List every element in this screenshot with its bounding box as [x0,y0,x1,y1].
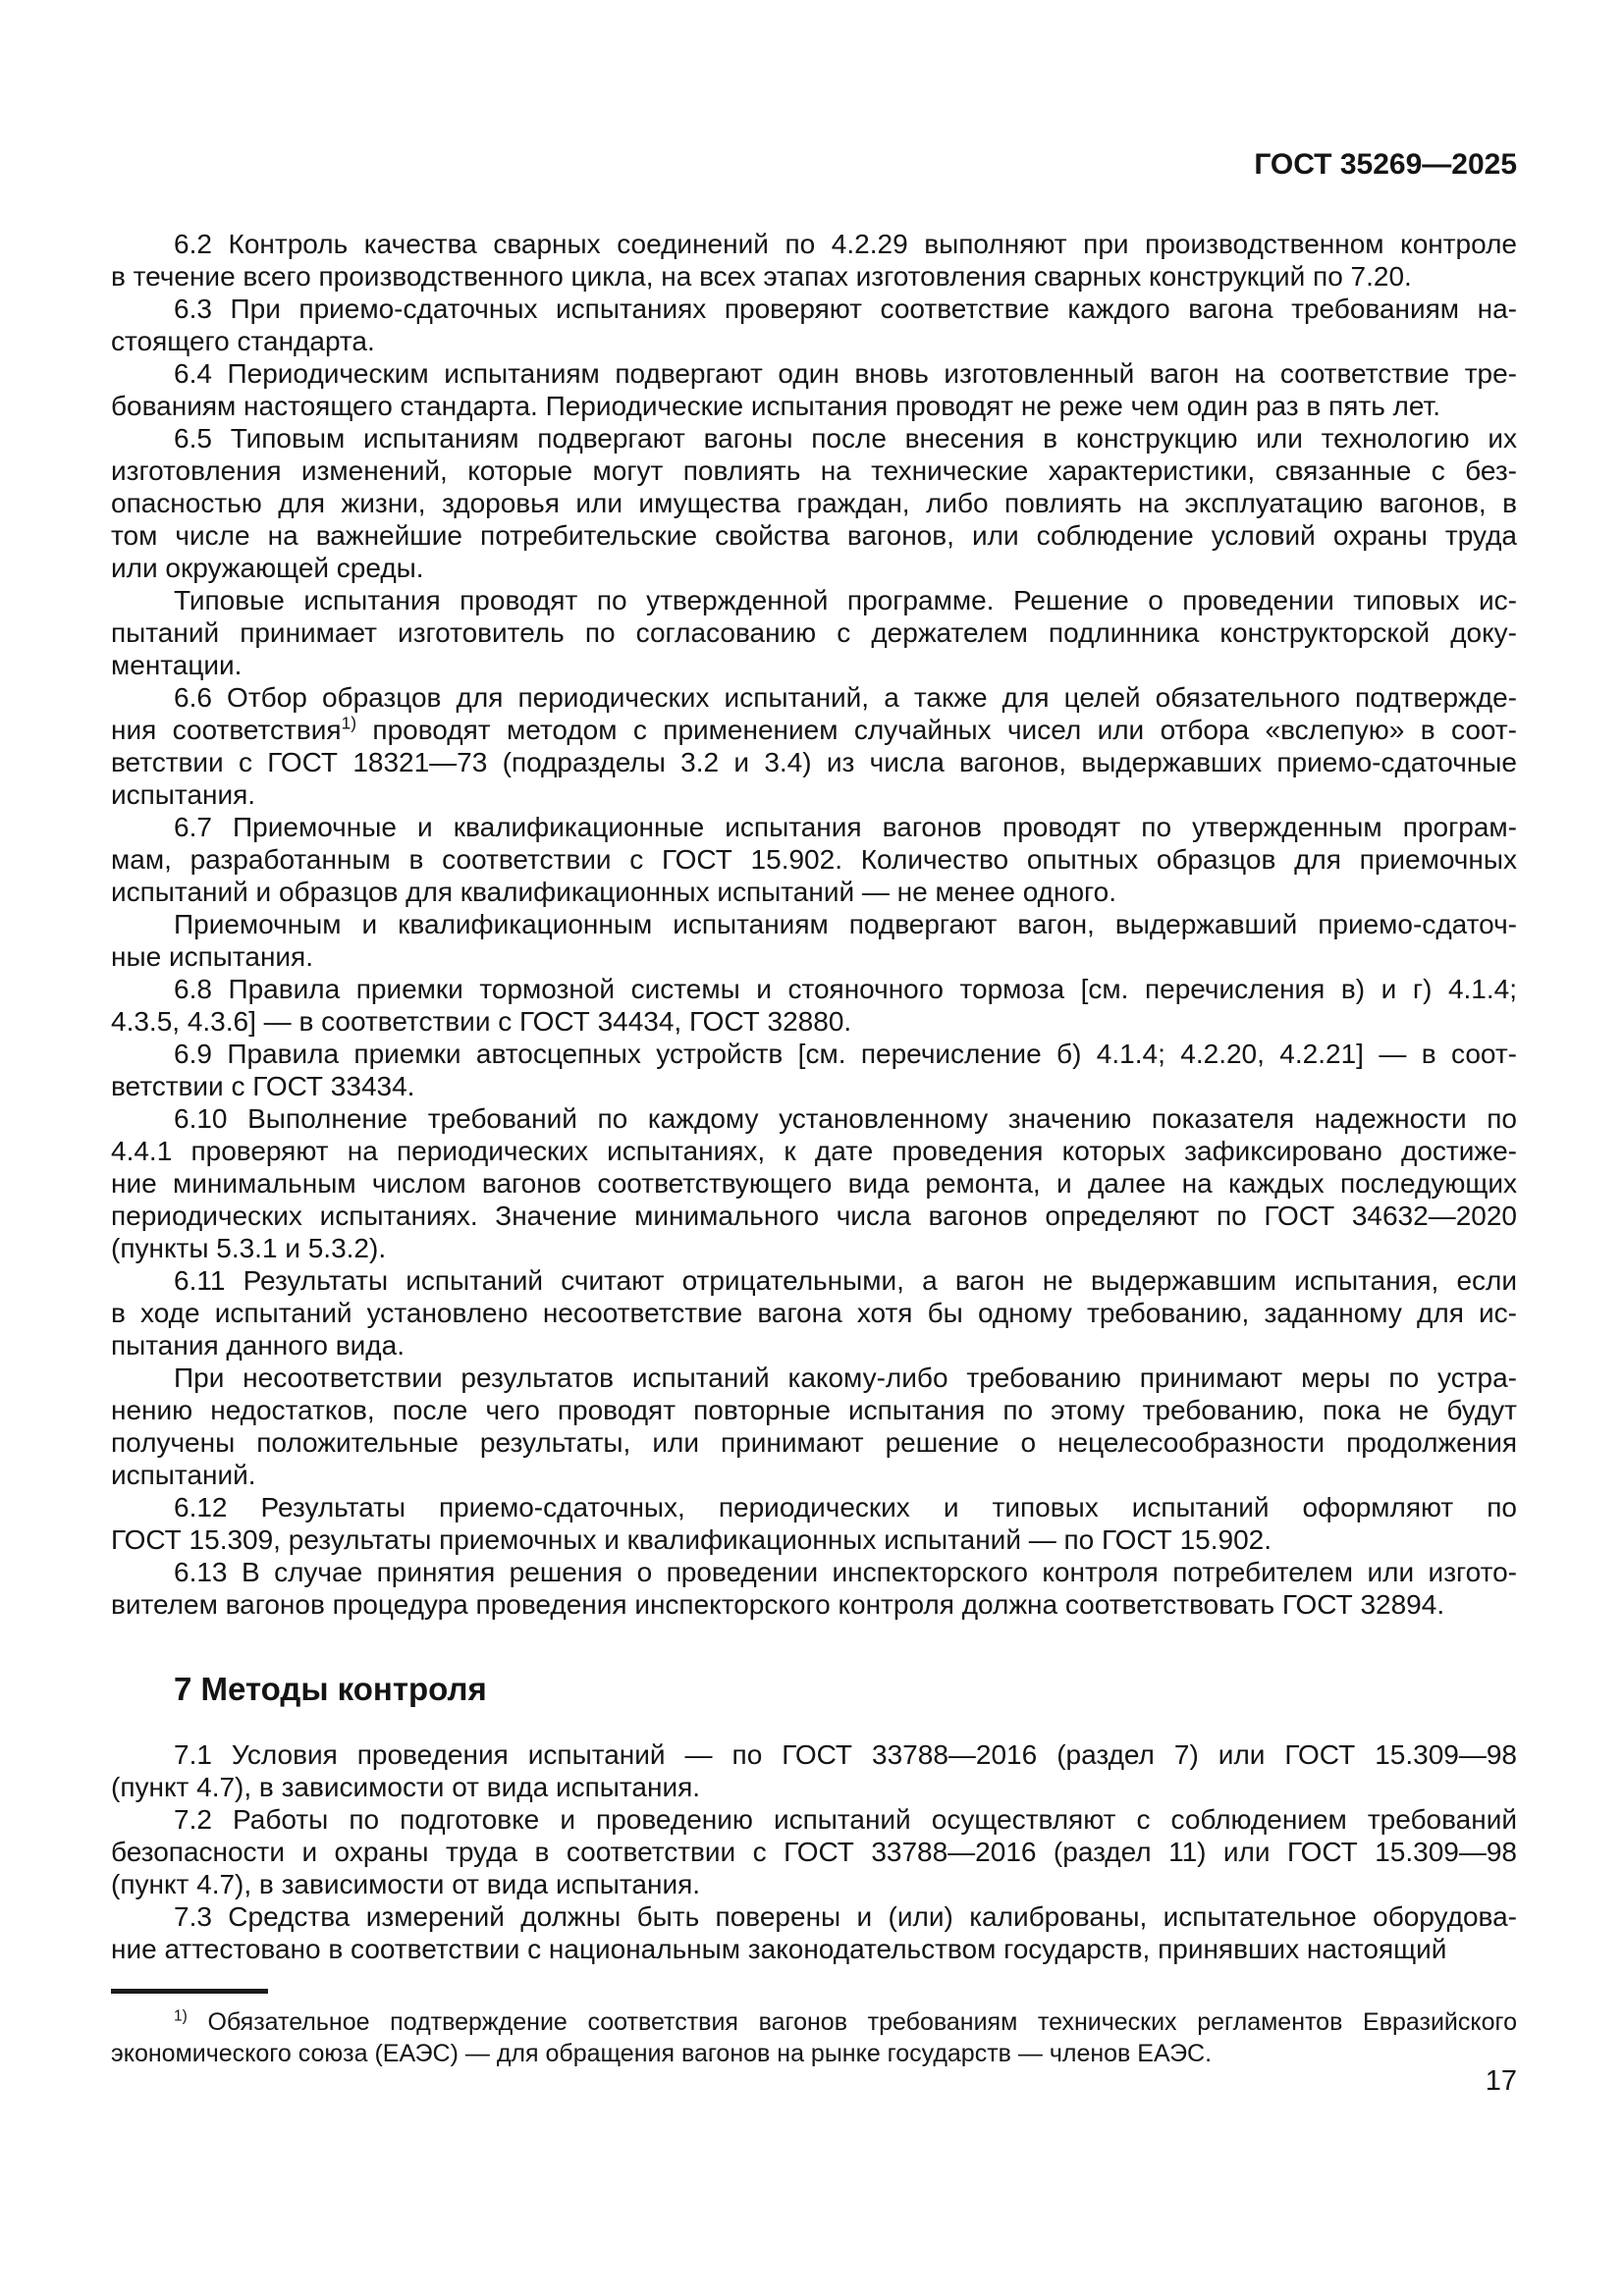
text-line: ветствии с ГОСТ 18321—73 (подразделы 3.2 и 3.4) из числа вагонов, выдержавших приемо-сдаточные [111,747,1517,777]
text-line: 6.4 Периодическим испытаниям подвергают один вновь изготовленный вагон на соответствие тре- [174,358,1517,389]
text-line: мам, разработанным в соответствии с ГОСТ 15.902. Количество опытных образцов для приемочных [111,844,1517,875]
text-line: экономического союза (ЕАЭС) — для обращения вагонов на рынке государств — членов ЕАЭС. [111,2039,1213,2067]
text-line: При несоответствии результатов испытаний какому-либо требованию принимают меры по устра- [174,1362,1517,1393]
text-line: 4.4.1 проверяют на периодических испытаниях, к дате проведения которых зафиксировано достиже- [111,1136,1517,1166]
text-line: ветствии с ГОСТ 33434. [111,1071,415,1101]
text-line: ние аттестовано в соответствии с национальным законодательством государств, принявших настоящий [111,1934,1447,1964]
paragraph [111,228,1517,293]
paragraph [111,1900,1517,1965]
text-line: ГОСТ 15.309, результаты приемочных и квалификационных испытаний — по ГОСТ 15.902. [111,1524,1272,1555]
text-line: 6.10 Выполнение требований по каждому установленному значению показателя надежности по [174,1103,1517,1134]
text-line: 6.8 Правила приемки тормозной системы и стояночного тормоза [см. перечисления в) и г) 4.1.4; [174,974,1517,1004]
text-line: стоящего стандарта. [111,326,375,356]
text-line: 6.2 Контроль качества сварных соединений по 4.2.29 выполняют при производственном контроле [174,229,1517,259]
text-line: (пункт 4.7), в зависимости от вида испытания. [111,1869,701,1899]
text-line: ние минимальным числом вагонов соответствующего вида ремонта, и далее на каждых последующих [111,1168,1517,1199]
text-line: или окружающей среды. [111,553,424,583]
paragraph [111,422,1517,584]
text-line: опасностью для жизни, здоровья или имущества граждан, либо повлиять на эксплуатацию вагонов, в [111,488,1517,518]
paragraph [111,1038,1517,1102]
paragraph [111,1102,1517,1264]
paragraph [111,1738,1517,1803]
text-line: получены положительные результаты, или принимают решение о нецелесообразности продолжения [111,1427,1517,1458]
paragraph [111,1491,1517,1556]
text-line: вителем вагонов процедура проведения инспекторского контроля должна соответствовать ГОСТ 32894. [111,1589,1445,1620]
paragraph [111,908,1517,973]
text-line: Приемочным и квалификационным испытаниям подвергают вагон, выдержавший приемо-сдаточ- [174,909,1517,939]
paragraph [111,681,1517,811]
paragraph [111,1264,1517,1362]
text-line: в ходе испытаний установлено несоответствие вагона хотя бы одному требованию, заданному для ис- [111,1298,1517,1328]
section-heading: 7 Методы контроля [174,1671,487,1707]
page-number: 17 [1485,2065,1517,2097]
paragraph [111,973,1517,1038]
text-line: бованиям настоящего стандарта. Периодические испытания проводят не реже чем один раз в пять лет. [111,391,1441,421]
text-line: 6.6 Отбор образцов для периодических испытаний, а также для целей обязательного подтвержде- [174,682,1517,713]
text-line: $^{1)}$ Обязательное подтверждение соответствия вагонов требованиям технических регламентов Евразийского [174,2007,1517,2036]
text-line: пытаний принимает изготовитель по согласованию с держателем подлинника конструкторской доку- [111,617,1517,648]
text-line: нению недостатков, после чего проводят повторные испытания по этому требованию, пока не будут [111,1395,1517,1425]
paragraph [111,811,1517,908]
text-line: испытания. [111,779,256,810]
text-line: Типовые испытания проводят по утвержденной программе. Решение о проведении типовых ис- [174,585,1517,615]
document-code-header: ГОСТ 35269—2025 [1254,148,1517,181]
text-line: испытаний и образцов для квалификационных испытаний — не менее одного. [111,877,1116,907]
text-line: 4.3.5, 4.3.6] — в соответствии с ГОСТ 34434, ГОСТ 32880. [111,1006,852,1037]
footnote-reference: 1) [174,2007,188,2025]
text-line: 7.3 Средства измерений должны быть поверены и (или) калиброваны, испытательное оборудова- [174,1901,1517,1932]
text-line: изготовления изменений, которые могут повлиять на технические характеристики, связанные с без- [111,455,1517,486]
paragraph [111,1362,1517,1491]
text-line: в течение всего производственного цикла, на всех этапах изготовления сварных конструкций по 7.20. [111,261,1412,292]
document-body [111,228,1517,1965]
paragraph [111,1803,1517,1900]
text-line: безопасности и охраны труда в соответствии с ГОСТ 33788—2016 (раздел 11) или ГОСТ 15.309—98 [111,1837,1517,1867]
text-line: (пункт 4.7), в зависимости от вида испытания. [111,1772,701,1802]
text-line: 6.13 В случае принятия решения о проведении инспекторского контроля потребителем или изгото- [174,1557,1517,1587]
text-line: ментации. [111,650,243,680]
text-line: 6.3 При приемо-сдаточных испытаниях проверяют соответствие каждого вагона требованиям на- [174,294,1517,324]
text-line: (пункты 5.3.1 и 5.3.2). [111,1233,387,1263]
text-line: 6.9 Правила приемки автосцепных устройств [см. перечисление б) 4.1.4; 4.2.20, 4.2.21] — в соот- [174,1039,1517,1069]
text-line: 6.5 Типовым испытаниям подвергают вагоны после внесения в конструкцию или технологию их [174,423,1517,454]
footnote-reference: 1) [341,713,356,733]
text-line: 7.2 Работы по подготовке и проведению испытаний осуществляют с соблюдением требований [174,1804,1517,1835]
text-line: пытания данного вида. [111,1330,405,1361]
text-line: 7.1 Условия проведения испытаний — по ГОСТ 33788—2016 (раздел 7) или ГОСТ 15.309—98 [174,1739,1517,1770]
text-line: 6.11 Результаты испытаний считают отрицательными, а вагон не выдержавшим испытания, если [174,1265,1517,1296]
text-line: ния соответствия$^{1)}$ проводят методом с применением случайных чисел или отбора «вслепую» в соот- [111,713,1517,745]
text-line: периодических испытаниях. Значение минимального числа вагонов определяют по ГОСТ 34632—2020 [111,1201,1517,1231]
text-line: испытаний. [111,1460,256,1490]
text-line: 6.7 Приемочные и квалификационные испытания вагонов проводят по утвержденным програм- [174,812,1517,842]
paragraph [111,2007,1517,2069]
paragraph [111,357,1517,422]
paragraph [111,1556,1517,1621]
paragraph [111,584,1517,681]
footnote-separator [111,1989,268,1994]
text-line: ные испытания. [111,941,313,972]
footnote [111,2007,1517,2069]
paragraph [111,293,1517,357]
text-line: 6.12 Результаты приемо-сдаточных, периодических и типовых испытаний оформляют по [174,1492,1517,1522]
text-line: том числе на важнейшие потребительские свойства вагонов, или соблюдение условий охраны труда [111,520,1517,551]
